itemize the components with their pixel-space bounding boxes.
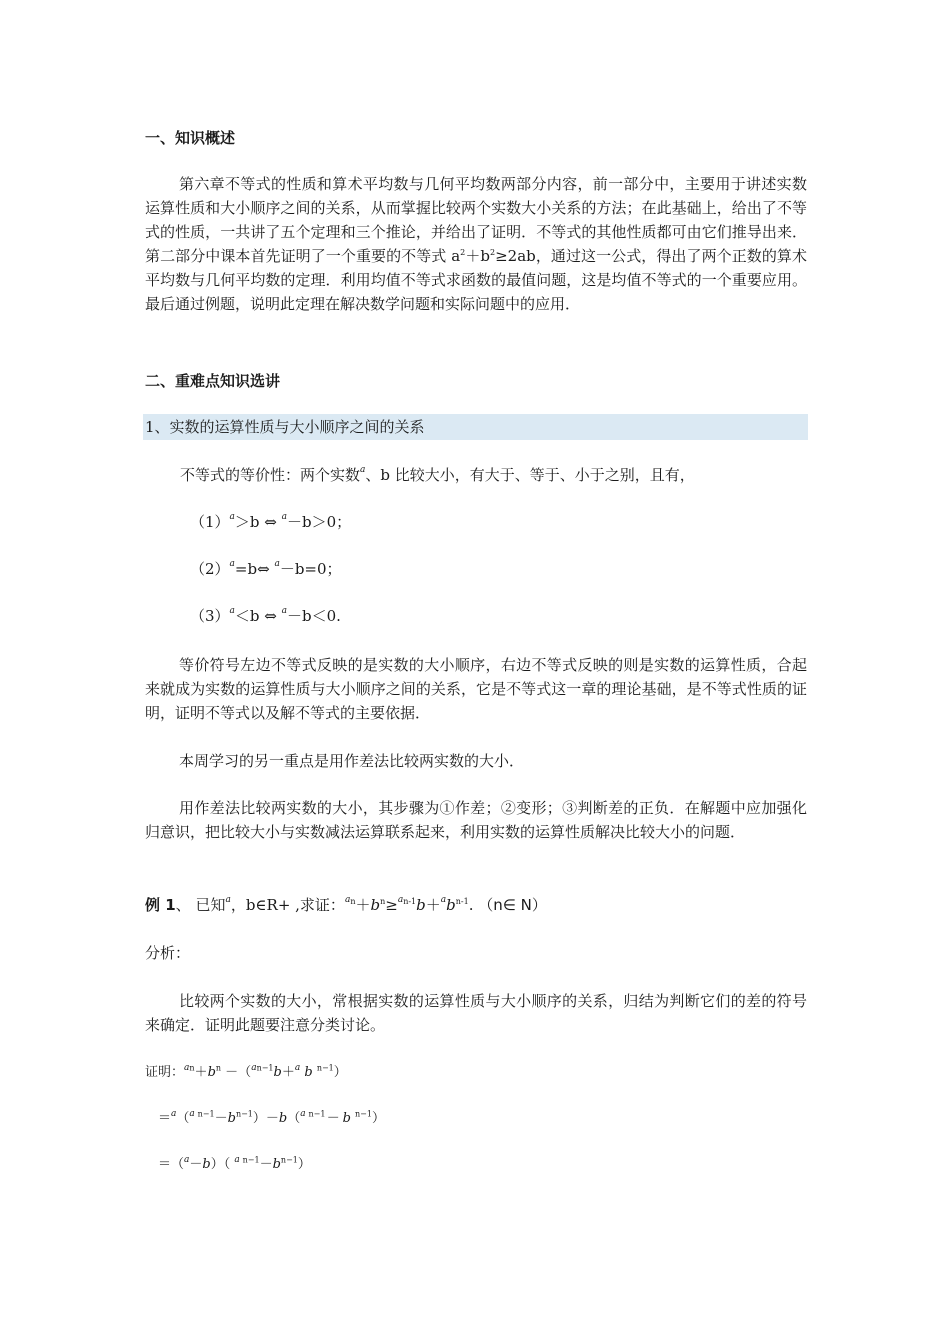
equivalence-intro [180, 463, 842, 487]
example-condition: （n∈ N） [478, 896, 547, 914]
exponent: n [215, 1063, 222, 1073]
variable-b: b [207, 1065, 216, 1080]
variable-a: a [171, 1109, 177, 1119]
variable-b: b [273, 1065, 282, 1080]
proof-text: －（ [221, 1065, 252, 1080]
exponent: n-1 [455, 897, 469, 906]
exponent: n−1 [197, 1109, 215, 1119]
operator: － [214, 1111, 228, 1126]
item-number: （3） [190, 607, 230, 625]
variable-a: a [281, 512, 288, 522]
bracket: ）（ [210, 1157, 235, 1172]
variable-a: a [300, 1109, 309, 1119]
overview-text-3: ≥2ab，通过这一公式，得出了两个正数的算术平均数与几何平均数的定理．利用均值不等式求函数的最值问题，这是均值不等式的一个重要应用。最后通过例题，说明此定理在解决数学问题和实际问题中的应用． [145, 247, 807, 313]
bracket: ） [333, 1065, 347, 1080]
exponent: n−1 [242, 1155, 260, 1165]
item-tail: －b＞0； [287, 513, 352, 531]
equivalence-item-1 [190, 510, 852, 534]
topic-heading-band: 1、实数的运算性质与大小顺序之间的关系 [143, 414, 808, 440]
exponent: n−1 [235, 1109, 253, 1119]
exponent: n-1 [403, 897, 417, 906]
exponent: n−1 [316, 1063, 334, 1073]
exponent: n−1 [308, 1109, 326, 1119]
equivalence-item-3 [190, 604, 852, 628]
variable-b: b [416, 896, 426, 914]
variable-a: a [281, 606, 288, 616]
item-relation: ＜b ⇔ [234, 607, 282, 625]
item-number: （2） [190, 560, 230, 578]
variable-b: － b [325, 1111, 356, 1126]
proof-line-1 [145, 1061, 807, 1085]
operator: － [189, 1157, 203, 1172]
variable-a: a [251, 1063, 257, 1073]
operator: ≥ [385, 896, 398, 914]
period: . [468, 896, 474, 914]
bracket: ） [297, 1157, 311, 1172]
superscript: 2 [460, 248, 466, 257]
proof-line-2 [158, 1107, 820, 1131]
variable-a: a [184, 1155, 190, 1165]
overview-text-2: ＋b [465, 247, 490, 265]
example-1 [145, 893, 807, 917]
operator: ＋ [281, 1065, 295, 1080]
bracket: （ [171, 1157, 185, 1172]
operator: ＋ [425, 896, 441, 914]
variable-b: b [370, 896, 381, 914]
analysis-paragraph: 比较两个实数的大小，常根据实数的运算性质与大小顺序的关系，归结为判断它们的差的符号来确定．证明此题要注意分类讨论。 [145, 992, 807, 1034]
variable-a: a [344, 895, 351, 905]
variable-a: a [189, 1109, 198, 1119]
variable-a: a [274, 559, 280, 569]
variable-a: a [294, 1063, 301, 1073]
key-point-paragraph: 本周学习的另一重点是用作差法比较两实数的大小． [179, 752, 525, 770]
variable-a: a [234, 1155, 243, 1165]
example-given: ，b∈R+ ,求证： [230, 896, 345, 914]
variable-b: b [300, 1065, 317, 1080]
section-heading-overview: 一、知识概述 [145, 129, 236, 147]
exponent: n [189, 1063, 195, 1073]
proof-text: ）－ [252, 1111, 279, 1126]
overview-paragraph [145, 172, 807, 316]
analysis-label: 分析： [145, 944, 191, 962]
overview-text-1: 第六章不等式的性质和算术平均数与几何平均数两部分内容，前一部分中，主要用于讲述实数运算性质和大小顺序之间的关系，从而掌握比较两个实数大小关系的方法；在此基础上，给出了不等式的性质，一共讲了五个定理和三个推论，并给出了证明．不等式的其他性质都可由它们推导出来．第二部分中课本首先证明了一个重要的不等式 a [145, 175, 807, 265]
section-heading-key-points: 二、重难点知识选讲 [145, 372, 281, 390]
operator: ＋ [355, 896, 371, 914]
variable-a: a [229, 512, 235, 522]
item-relation: ＞b ⇔ [234, 513, 282, 531]
variable-a: a [440, 895, 447, 905]
example-text: 、 已知 [175, 896, 226, 914]
item-number: （1） [190, 513, 230, 531]
variable-a: a [397, 895, 404, 905]
operator: ＝ [158, 1157, 172, 1172]
equivalence-item-2 [190, 557, 852, 581]
superscript: 2 [490, 248, 496, 257]
example-label: 例 1 [145, 896, 176, 914]
item-relation: =b⇔ [234, 560, 275, 578]
intro-text-2: 、b 比较大小，有大于、等于、小于之别，且有， [365, 466, 695, 484]
intro-text: 不等式的等价性：两个实数 [180, 466, 361, 484]
explanation-paragraph: 等价符号左边不等式反映的是实数的大小顺序，右边不等式反映的则是实数的运算性质，合起来就成为实数的运算性质与大小顺序之间的关系，它是不等式这一章的理论基础，是不等式性质的证明，证明不等式以及解不等式的主要依据． [145, 656, 807, 722]
operator: － [259, 1157, 273, 1172]
proof-label: 证明： [145, 1065, 185, 1080]
exponent: n [350, 897, 356, 906]
variable-b: b [202, 1157, 211, 1172]
variable-a: a [225, 895, 231, 905]
variable-b: b [272, 1157, 281, 1172]
variable-b: b [278, 1111, 288, 1126]
variable-a: a [229, 606, 235, 616]
operator: ＝ [158, 1111, 172, 1126]
variable-b: b [227, 1111, 236, 1126]
proof-line-3 [158, 1153, 820, 1177]
exponent: n−1 [256, 1063, 274, 1073]
variable-a: a [229, 559, 235, 569]
variable-a: a [360, 465, 366, 475]
method-paragraph: 用作差法比较两实数的大小，其步骤为①作差；②变形；③判断差的正负．在解题中应加强化归意识，把比较大小与实数减法运算联系起来，利用实数的运算性质解决比较大小的问题． [145, 799, 807, 841]
exponent: n [380, 897, 386, 906]
operator: ＋ [194, 1065, 208, 1080]
variable-a: a [184, 1063, 190, 1073]
bracket: ） [371, 1111, 385, 1126]
variable-b: b [446, 896, 456, 914]
item-tail: －b＜0. [287, 607, 341, 625]
bracket: （ [287, 1111, 301, 1126]
exponent: n−1 [280, 1155, 298, 1165]
bracket: （ [176, 1111, 190, 1126]
exponent: n−1 [355, 1109, 372, 1119]
item-tail: －b=0； [279, 560, 342, 578]
